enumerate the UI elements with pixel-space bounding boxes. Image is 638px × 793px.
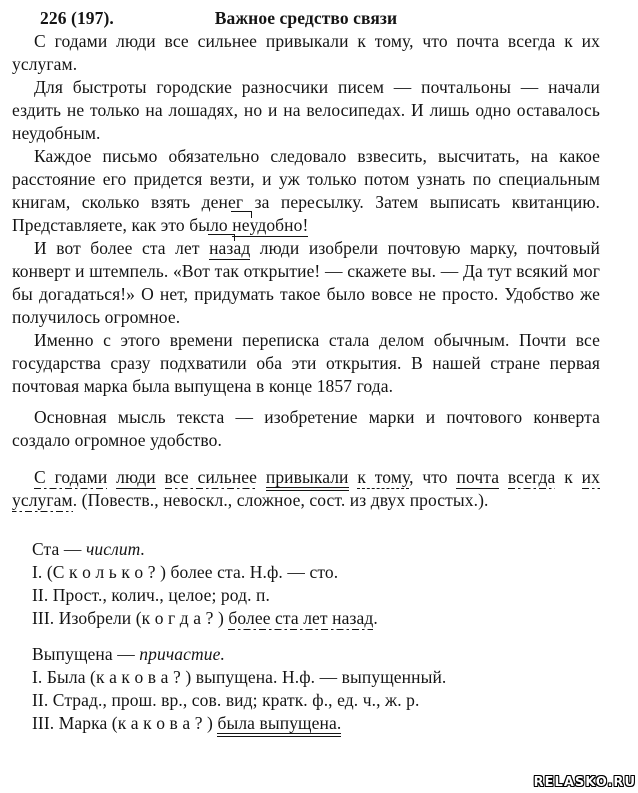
morph-sta-line-2: II. Прост., колич., целое; род. п. (32, 585, 270, 605)
morph-analysis-sta (12, 538, 600, 630)
parse-subject-pochta: почта (456, 467, 500, 487)
word-rest-udobno: удобно! (249, 215, 309, 235)
parse-adverbial-s-godami: С годами (34, 467, 108, 487)
underlined-word-neudobno (232, 215, 308, 237)
morph-word-sta: Ста (32, 539, 60, 559)
morph-word-vypushchena: Выпущена (32, 644, 113, 664)
underlined-word-nazad (209, 238, 250, 260)
morph-vyp-line-1: I. Была (к а к о в а ? ) выпущена. Н.ф. — выпущенный. (32, 667, 447, 687)
exercise-header (12, 7, 600, 30)
paragraph-stamp-text-after: люди изобрели почтовую марку, почтовый конверт и штемпель. «Вот так открытие! — скажете вы. — Да тут всякий мог бы догадаться!» О нет, придумать такое было вовсе не просто. Удобство же получилось огромное. (12, 238, 600, 327)
parse-space (156, 467, 165, 487)
parse-characteristic: . (Повеств., невоскл., сложное, сост. из двух простых.). (72, 490, 489, 510)
paragraph-weighing (12, 145, 600, 237)
morph-analysis-vypushchena (12, 643, 600, 735)
morph-sta-line-3 (12, 607, 600, 630)
morph-pos-chislit: числит. (85, 539, 146, 559)
parse-space (107, 467, 116, 487)
parse-object-k-tomu: к тому (357, 467, 410, 487)
watermark-logo: RELASKO.RU (533, 775, 636, 790)
parse-adverbial-vse-silnee: все сильнее (164, 467, 258, 487)
morph-sta-line-1: I. (С к о л ь к о ? ) более ста. Н.ф. — сто. (32, 562, 339, 582)
exercise-number: 226 (197). (40, 8, 114, 28)
prefix-marked-naz: наз (209, 238, 234, 258)
morph-vyp-line-3-text: III. Марка (к а к о в а ? ) (32, 713, 218, 733)
morph-dash: — (112, 644, 140, 664)
morph-vyp-line-2: II. Страд., прош. вр., сов. вид; кратк. ф., ед. ч., ж. р. (32, 690, 420, 710)
parse-subject-lyudi: люди (116, 467, 156, 487)
parse-adverbial-vsegda: всегда (507, 467, 556, 487)
parse-adverbial-ih-uslugam: их услугам (12, 467, 600, 510)
morph-vyp-line-3 (12, 712, 600, 735)
morph-pos-prichastie: причастие. (139, 644, 225, 664)
exercise-title: Важное средство связи (214, 8, 398, 28)
word-rest-ad: ад (233, 238, 251, 258)
sentence-parse (12, 466, 600, 512)
parse-space (499, 467, 508, 487)
underlined-bolee-sta-let-nazad: более ста лет назад (228, 608, 374, 628)
paragraph-weighing-text: Каждое письмо обязательно следовало взвесить, высчитать, на какое расстояние его придется везти, и уж только потом узнать по специальным книгам, сколько взять денег за пересылку. Затем выписать квитанцию. Представляете, как это было (12, 146, 600, 235)
paragraph-main-idea: Основная мысль текста — изобретение марки и почтового конверта создало огромное удобство. (12, 407, 600, 450)
paragraph-intro: С годами люди все сильнее привыкали к тому, что почта всегда к их услугам. (12, 31, 600, 74)
parse-space (257, 467, 266, 487)
morph-sta-line-3-period: . (373, 608, 378, 628)
prefix-marked-ne: не (232, 215, 250, 235)
morph-dash: — (59, 539, 86, 559)
morph-head-vypushchena (12, 643, 600, 666)
paragraph-stamp-invention (12, 237, 600, 329)
paragraph-correspondence: Именно с этого времени переписка стала делом обычным. Почти все государства сразу подхватили оба эти открытия. В нашей стране первая почтовая марка была выпущена в конце 1857 года. (12, 330, 600, 396)
morph-sta-line-3-text: III. Изобрели (к о г д а ? ) (32, 608, 229, 628)
parse-connector: , что (409, 467, 457, 487)
parse-predicate-privykali: привыкали (266, 467, 349, 491)
underlined-byla-vypushchena: была выпущена. (217, 713, 341, 737)
morph-head-sta (12, 538, 600, 561)
paragraph-postmen: Для быстроты городские разносчики писем — почтальоны — начали ездить не только на лошадях, но и на велосипедах. И лишь одно оставалось неудобным. (12, 77, 600, 143)
paragraph-stamp-text-before: И вот более ста лет (34, 238, 210, 258)
parse-connector-k: к (555, 467, 582, 487)
